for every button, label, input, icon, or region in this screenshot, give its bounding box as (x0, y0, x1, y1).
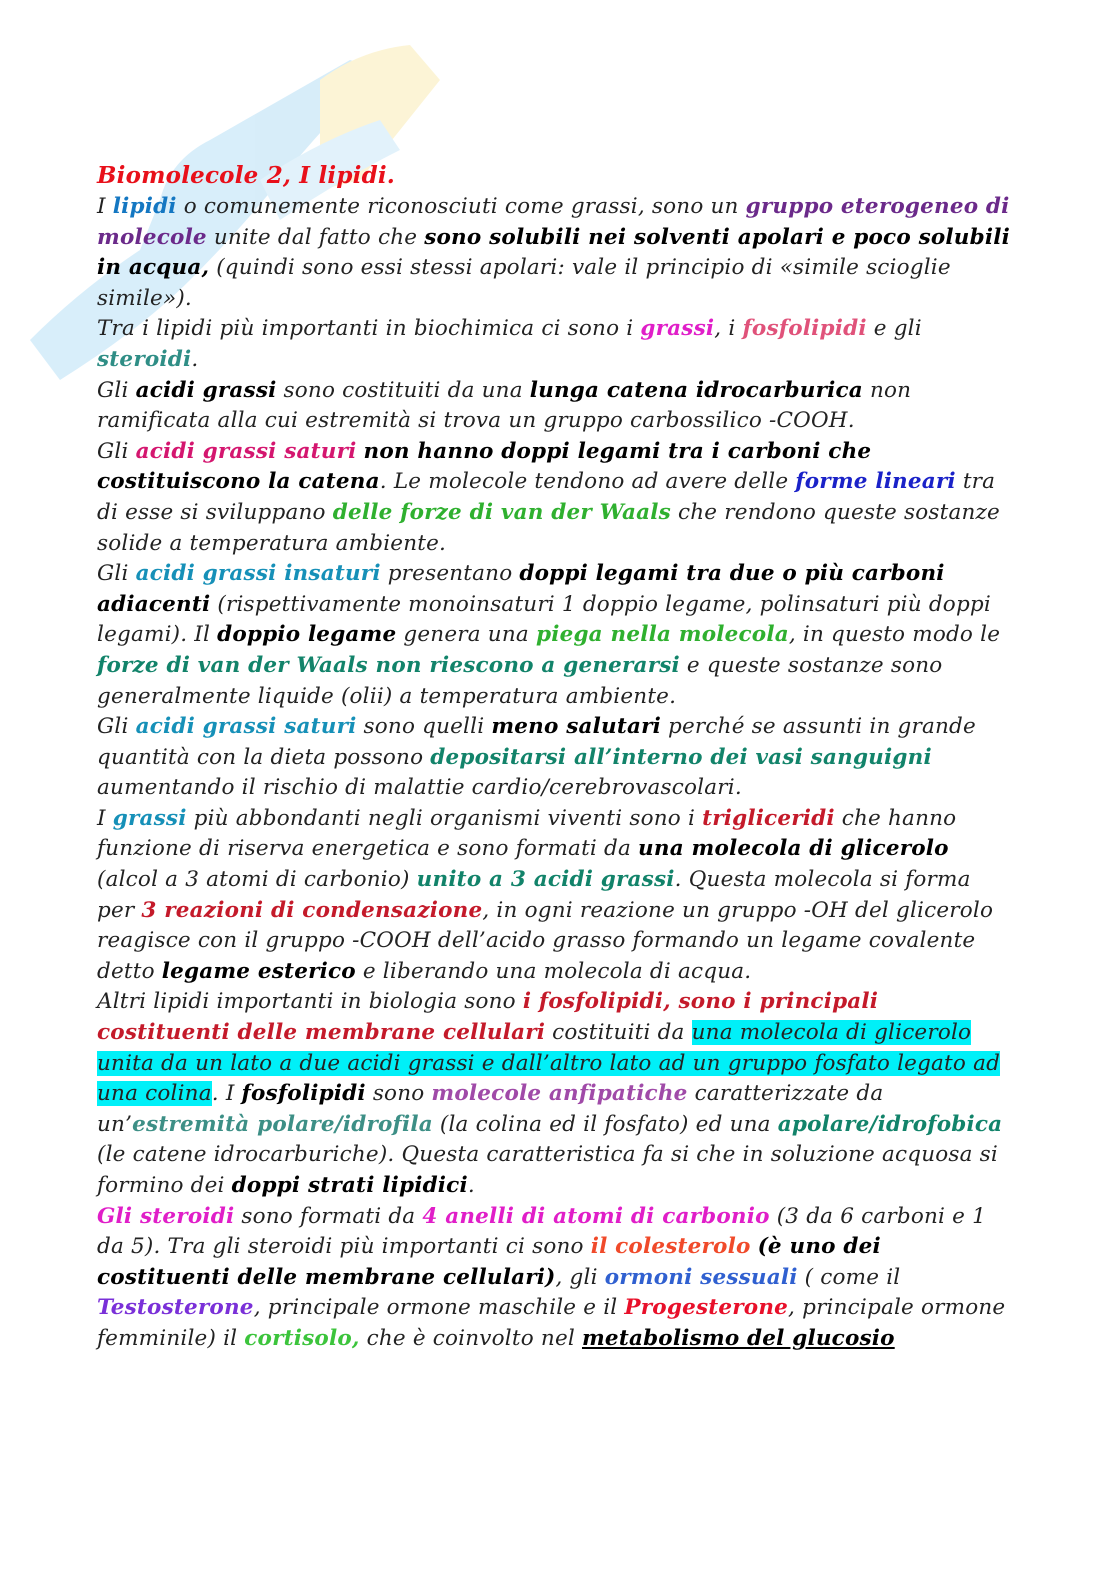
paragraph-classes: Tra i lipidi più importanti in biochimica ci sono i grassi, i fosfolipidi e gli steroidi. (97, 316, 922, 372)
paragraph-triglycerides: I grassi più abbondanti negli organismi viventi sono i trigliceridi che hanno funzione di riserva energetica e sono formati da una molecola di glicerolo (alcol a 3 atomi di carbonio) unito a 3 acidi grassi. Questa molecola si forma per 3 reazioni di condensazione, in ogni reazione un gruppo -OH del glicerolo reagisce con il gruppo -COOH dell’acido grasso formando un legame covalente detto legame esterico e liberando una molecola di acqua. (97, 805, 994, 984)
highlighted-text: una molecola di glicerolo unita da un lato a due acidi grassi e dall’altro lato ad un gruppo fosfato legato ad una colina (97, 1020, 1001, 1107)
paragraph-fatty-acids: Gli acidi grassi sono costituiti da una lunga catena idrocarburica non ramificata alla cui estremità si trova un gruppo carbossilico -COOH. (97, 377, 912, 434)
paragraph-saturated: Gli acidi grassi saturi non hanno doppi legami tra i carboni che costituiscono la catena. Le molecole tendono ad avere delle forme lineari tra di esse si sviluppano delle forze di van der Waals che rendono queste sostanze solide a temperatura ambiente. (97, 438, 1000, 556)
document-body (97, 160, 1012, 1355)
paragraph-definition: I lipidi o comunemente riconosciuti come grassi, sono un gruppo eterogeneo di molecole unite dal fatto che sono solubili nei solventi apolari e poco solubili in acqua, (quindi sono essi stessi apolari: vale il principio di «simile scioglie simile»). (97, 194, 1010, 311)
paragraph-phospholipids: Altri lipidi importanti in biologia sono i fosfolipidi, sono i principali costituenti delle membrane cellulari costituiti da una molecola di glicerolo unita da un lato a due acidi grassi e dall’altro lato ad un gruppo fosfato legato ad una colina. I fosfolipidi sono molecole anfipatiche caratterizzate da un’estremità polare/idrofila (la colina ed il fosfato) ed una apolare/idrofobica (le catene idrocarburiche). Questa caratteristica fa si che in soluzione acquosa si formino dei doppi strati lipidici. (97, 989, 1003, 1198)
paragraph-steroids: Gli steroidi sono formati da 4 anelli di atomi di carbonio (3 da 6 carboni e 1 da 5). Tra gli steroidi più importanti ci sono il colesterolo (è uno dei costituenti delle membrane cellulari), gli ormoni sessuali ( come il Testosterone, principale ormone maschile e il Progesterone, principale ormone femminile) il cortisolo, che è coinvolto nel metabolismo del glucosio (97, 1203, 1006, 1351)
paragraph-health: Gli acidi grassi saturi sono quelli meno salutari perché se assunti in grande quantità con la dieta possono depositarsi all’interno dei vasi sanguigni aumentando il rischio di malattie cardio/cerebrovascolari. (97, 714, 976, 801)
paragraph-unsaturated: Gli acidi grassi insaturi presentano doppi legami tra due o più carboni adiacenti (rispettivamente monoinsaturi 1 doppio legame, polinsaturi più doppi legami). Il doppio legame genera una piega nella molecola, in questo modo le forze di van der Waals non riescono a generarsi e queste sostanze sono generalmente liquide (olii) a temperatura ambiente. (97, 561, 1001, 709)
document-title: Biomolecole 2, I lipidi. (97, 162, 395, 189)
